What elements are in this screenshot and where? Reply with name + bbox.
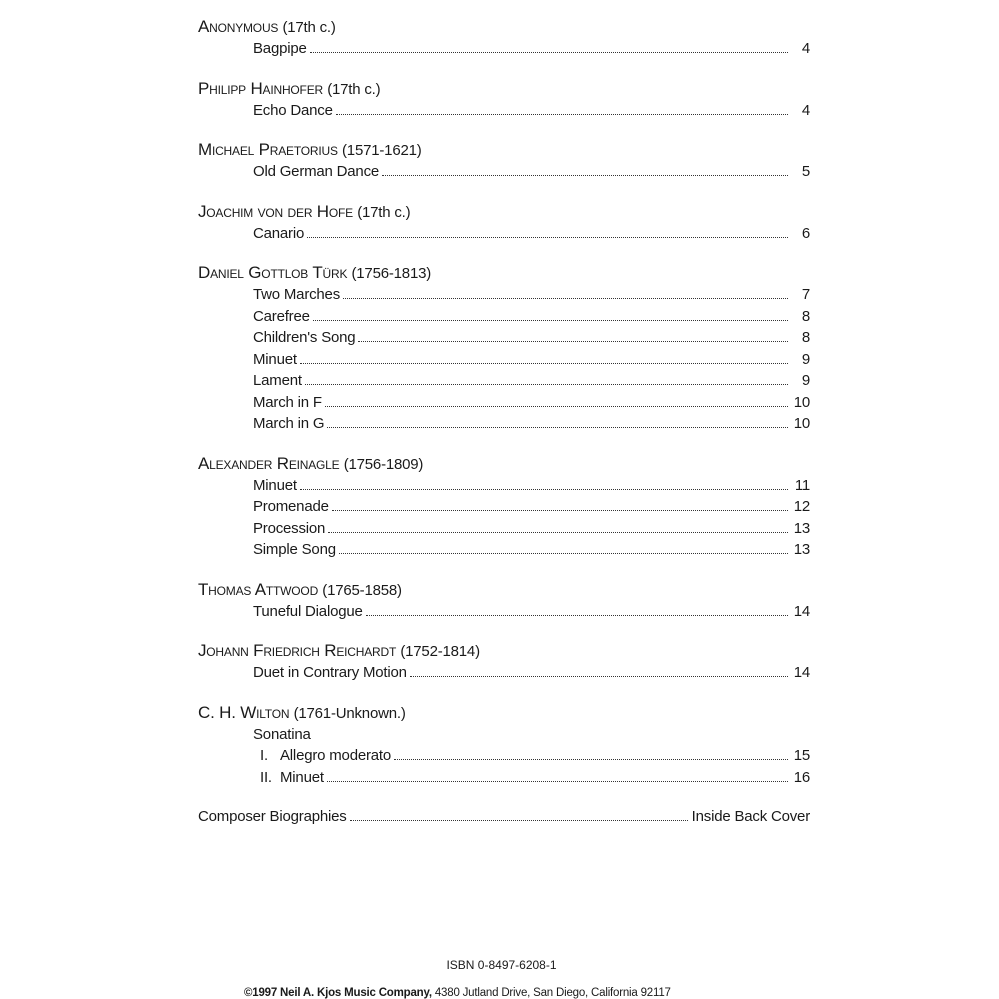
toc-entry	[198, 284, 810, 306]
composer-heading	[198, 16, 810, 38]
toc-entry	[198, 306, 810, 328]
dot-leader	[313, 320, 788, 321]
toc-entry	[198, 100, 810, 122]
dot-leader	[350, 820, 688, 821]
copyright-publisher: ©1997 Neil A. Kjos Music Company,	[244, 987, 432, 999]
composer-heading	[198, 640, 810, 662]
piece-title: Promenade	[253, 498, 329, 515]
composer-heading	[198, 702, 810, 724]
page-number: 9	[801, 350, 810, 368]
composer-name: Johann Friedrich Reichardt	[198, 641, 397, 660]
composer-name: Joachim von der Hofe	[198, 201, 353, 221]
page-number: 14	[793, 664, 810, 681]
toc-entry	[198, 767, 810, 789]
composer-name: Alexander Reinagle	[198, 453, 340, 473]
composer-dates: (17th c.)	[357, 203, 411, 221]
copyright-address: 4380 Jutland Drive, San Diego, California 92117	[434, 987, 671, 999]
piece-title: Simple Song	[253, 541, 336, 558]
page-number: 13	[793, 519, 810, 537]
page-number: 15	[793, 747, 810, 764]
toc-entry	[198, 518, 810, 540]
dot-leader	[327, 427, 788, 428]
page-number: 12	[793, 498, 810, 515]
piece-title: Lament	[253, 372, 302, 389]
composer-dates: (1756-1809)	[343, 455, 424, 473]
piece-title: March in F	[253, 393, 322, 411]
toc-entry	[198, 349, 810, 371]
composer-name: Philipp Hainhofer	[198, 78, 323, 98]
dot-leader	[410, 676, 788, 677]
biographies-page: Inside Back Cover	[691, 808, 810, 825]
biographies-title: Composer Biographies	[198, 808, 347, 825]
piece-title: Carefree	[253, 307, 310, 325]
composer-group	[198, 579, 810, 623]
composer-group	[198, 262, 810, 435]
piece-title	[260, 745, 394, 767]
piece-title: Minuet	[253, 476, 297, 494]
dot-leader	[327, 781, 788, 782]
dot-leader	[310, 52, 788, 53]
movement-numeral: II.	[260, 768, 272, 786]
page-number: 13	[793, 541, 810, 558]
dot-leader	[339, 553, 788, 554]
toc-entry	[198, 413, 810, 435]
dot-leader	[305, 384, 788, 385]
page-number: 11	[794, 476, 810, 494]
dot-leader	[336, 114, 788, 115]
piece-title: Bagpipe	[253, 40, 307, 57]
page-number: 4	[801, 101, 810, 119]
page-number: 8	[801, 329, 810, 346]
composer-heading	[198, 139, 810, 161]
page-number: 16	[793, 768, 810, 786]
page-number: 6	[801, 224, 810, 242]
copyright-line	[244, 987, 671, 999]
dot-leader	[325, 406, 788, 407]
composer-dates: (1761-Unknown.)	[293, 704, 406, 722]
composer-heading	[198, 78, 810, 100]
toc-entry	[198, 392, 810, 414]
toc-entry	[198, 539, 810, 561]
composer-dates: (1765-1858)	[322, 581, 402, 599]
piece-title: Echo Dance	[253, 101, 333, 119]
piece-title: March in G	[253, 415, 325, 432]
piece-title	[260, 767, 327, 789]
dot-leader	[307, 237, 788, 238]
composer-name: Thomas Attwood	[198, 579, 319, 599]
piece-title: Old German Dance	[253, 163, 380, 180]
page-number: 10	[793, 393, 810, 411]
composer-heading	[198, 201, 810, 223]
composer-name: Anonymous	[198, 17, 279, 36]
movement-title: Allegro moderato	[280, 747, 392, 764]
composer-dates: (1756-1813)	[351, 265, 432, 282]
dot-leader	[358, 341, 788, 342]
page-number: 4	[801, 40, 810, 57]
toc-entry	[198, 370, 810, 392]
movement-title: Minuet	[280, 768, 324, 786]
toc-entry	[198, 662, 810, 684]
toc-entry	[198, 38, 810, 60]
composer-heading	[198, 453, 810, 475]
composer-dates: (17th c.)	[327, 80, 381, 98]
toc-entry	[198, 745, 810, 767]
composer-group	[198, 201, 810, 245]
piece-title: Canario	[253, 224, 305, 242]
page-number: 7	[801, 286, 810, 303]
piece-title: Tuneful Dialogue	[253, 602, 363, 620]
page-number: 10	[793, 415, 810, 432]
piece-title: Duet in Contrary Motion	[253, 664, 407, 681]
dot-leader	[366, 615, 788, 616]
work-subheading: Sonatina	[253, 725, 311, 743]
dot-leader	[394, 759, 788, 760]
composer-heading	[198, 262, 810, 284]
composer-name: Daniel Gottlob Türk	[198, 263, 348, 282]
composer-group	[198, 702, 810, 789]
toc-entry	[198, 327, 810, 349]
composer-name: C. H. Wilton	[198, 702, 290, 722]
toc-entry	[198, 223, 810, 245]
toc-entry	[198, 601, 810, 623]
movement-numeral: I.	[260, 747, 268, 764]
piece-title: Children's Song	[253, 329, 356, 346]
toc-entry	[198, 475, 810, 497]
composer-name: Michael Praetorius	[198, 140, 338, 159]
piece-title: Minuet	[253, 350, 297, 368]
page-number: 5	[801, 163, 810, 180]
page-number: 8	[801, 307, 810, 325]
composer-dates: (17th c.)	[282, 19, 336, 36]
composer-group	[198, 139, 810, 183]
composer-group	[198, 640, 810, 684]
toc-entry	[198, 161, 810, 183]
composer-group	[198, 78, 810, 122]
isbn: ISBN 0-8497-6208-1	[446, 958, 557, 972]
dot-leader	[300, 363, 788, 364]
dot-leader	[382, 175, 788, 176]
composer-dates: (1752-1814)	[400, 643, 480, 660]
piece-title: Procession	[253, 519, 326, 537]
composer-dates: (1571-1621)	[342, 142, 422, 159]
dot-leader	[328, 532, 788, 533]
composer-group	[198, 453, 810, 561]
page-number: 14	[793, 602, 810, 620]
piece-title: Two Marches	[253, 286, 340, 303]
toc-entry	[198, 496, 810, 518]
composer-group	[198, 16, 810, 60]
page-number: 9	[801, 372, 810, 389]
table-of-contents	[198, 16, 810, 828]
dot-leader	[300, 489, 788, 490]
dot-leader	[343, 298, 788, 299]
dot-leader	[332, 510, 788, 511]
biographies-entry	[198, 806, 810, 828]
composer-heading	[198, 579, 810, 601]
